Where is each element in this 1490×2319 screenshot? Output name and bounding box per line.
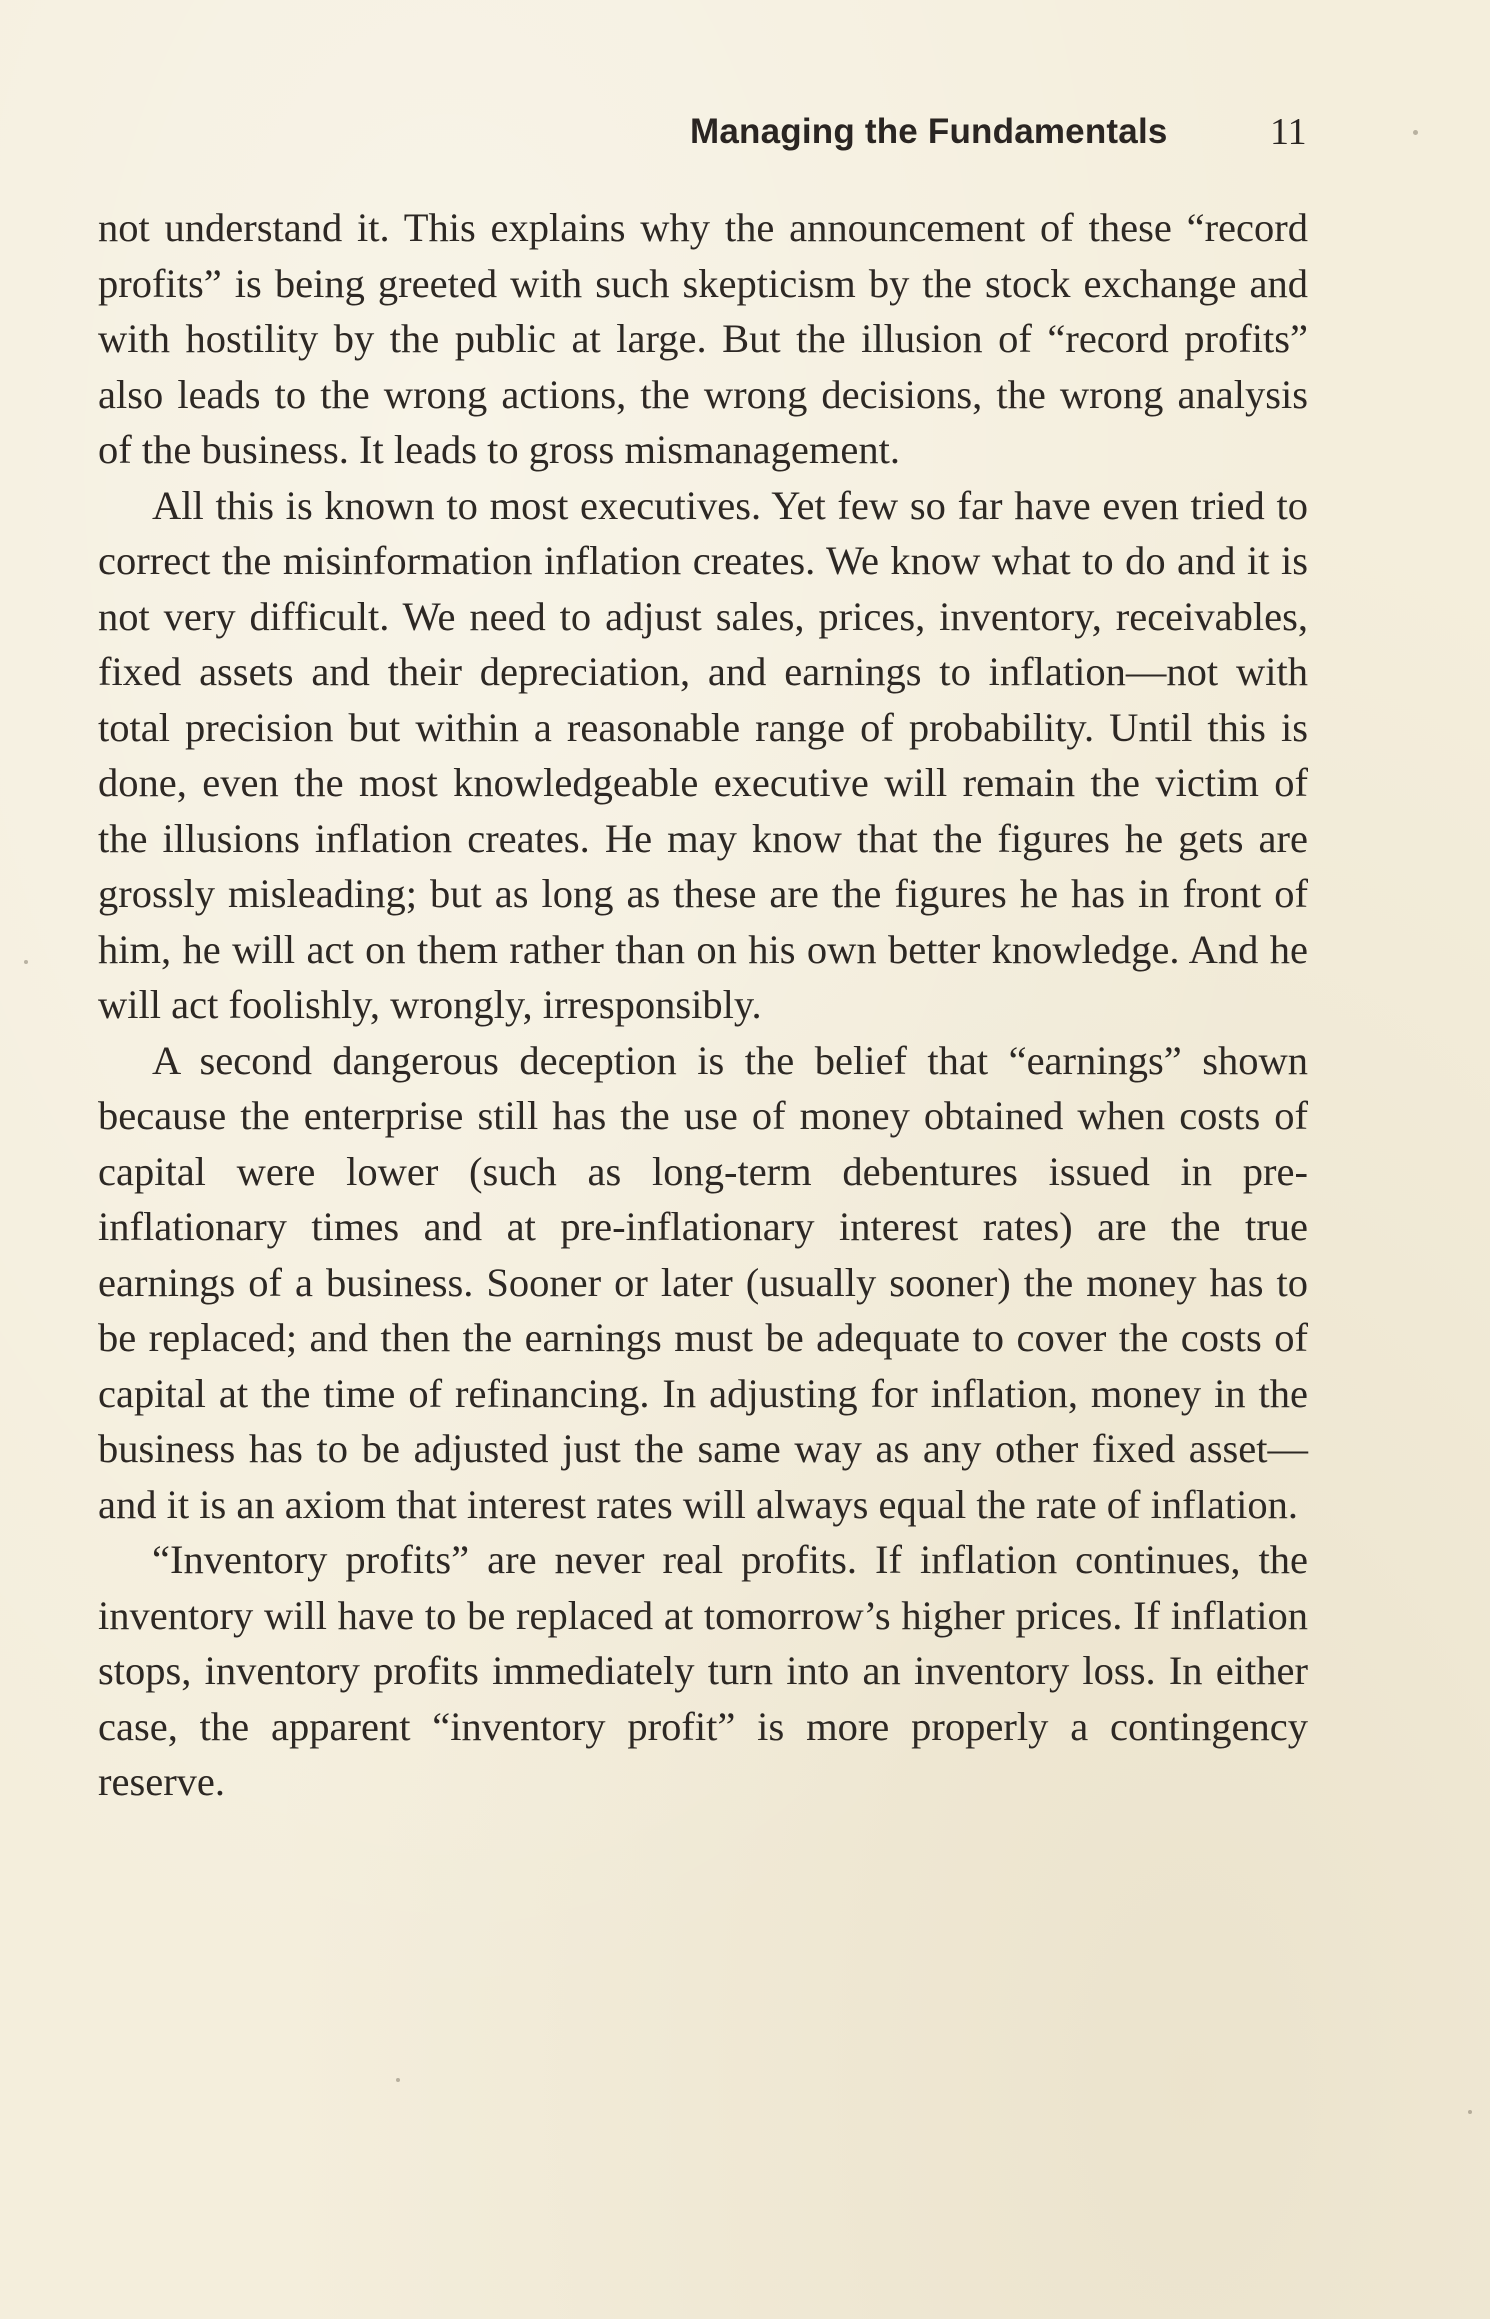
- paper-speck: [396, 2078, 400, 2082]
- paragraph-4: “Inventory profits” are never real profits. If inflation continues, the inventory will have to be replaced at tomorrow’s higher prices. If inflation stops, inventory profits immediately turn into an inventory loss. In either case, the apparent “inventory profit” is more properly a contingency reserve.: [98, 1537, 1308, 1804]
- paper-speck: [24, 960, 28, 964]
- running-head-title: Managing the Fundamentals: [690, 112, 1168, 151]
- paragraph-3: A second dangerous deception is the belief that “earnings” shown because the enterprise still has the use of money obtained when costs of capital were lower (such as long-term debentures issued in pre-inflationary times and at pre-inflationary interest rates) are the true earnings of a business. Sooner or later (usually sooner) the money has to be replaced; and then the earnings must be adequate to cover the costs of capital at the time of refinancing. In adjusting for inflation, money in the business has to be adjusted just the same way as any other fixed asset—and it is an axiom that interest rates will always equal the rate of inflation.: [98, 1037, 1308, 1527]
- page-number: 11: [1270, 111, 1307, 153]
- paragraph-2: All this is known to most executives. Yet few so far have even tried to correct the misinformation inflation creates. We know what to do and it is not very difficult. We need to adjust sales, prices, inventory, receivables, fixed assets and their depreciation, and earnings to inflation—not with total precision but within a reasonable range of probability. Until this is done, even the most knowledgeable executive will remain the victim of the illusions inflation creates. He may know that the figures he gets are grossly misleading; but as long as these are the figures he has in front of him, he will act on them rather than on his own better knowledge. And he will act foolishly, wrongly, irresponsibly.: [98, 482, 1308, 1027]
- paper-speck: [1413, 130, 1418, 135]
- body-text: [98, 200, 1308, 1810]
- paragraph-1: not understand it. This explains why the announcement of these “record profits” is being greeted with such skepticism by the stock exchange and with hostility by the public at large. But the illusion of “record profits” also leads to the wrong actions, the wrong decisions, the wrong analysis of the business. It leads to gross mismanagement.: [98, 205, 1308, 472]
- paper-speck: [1468, 2110, 1472, 2114]
